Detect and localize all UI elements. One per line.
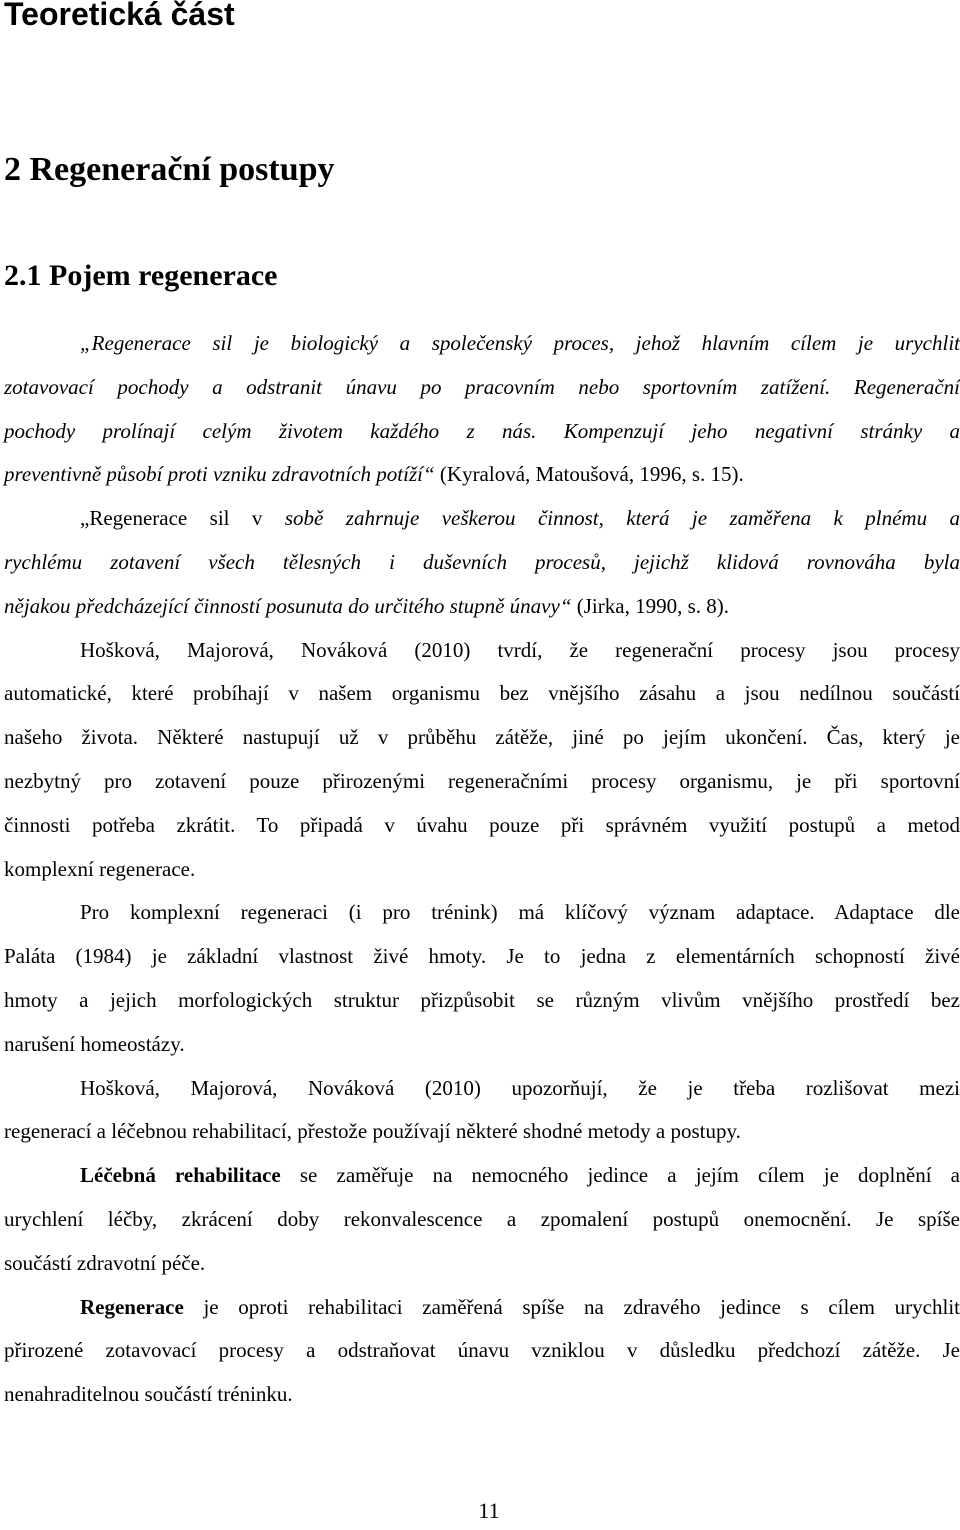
citation: (Kyralová, Matoušová, 1996, s. 15).: [434, 462, 744, 487]
text-line: [4, 453, 960, 497]
text-run: je oproti rehabilitaci zaměřená spíše na zdravého jedince s cílem urychlit: [183, 1294, 960, 1319]
paragraph-7: [4, 1286, 960, 1417]
text-line: urychlení léčby, zkrácení doby rekonvalescence a zpomalení postupů onemocnění. Je spíše: [4, 1206, 960, 1231]
text-line: komplexní regenerace.: [4, 856, 196, 881]
quote-text: nějakou předcházející činností posunuta do určitého stupně únavy“: [4, 593, 572, 618]
text-line: „Regenerace sil je biologický a společenský proces, jehož hlavním cílem je urychlit: [80, 331, 960, 355]
term-bold: Regenerace: [80, 1294, 184, 1319]
text-line: Hošková, Majorová, Nováková (2010) tvrdí, že regenerační procesy jsou procesy: [80, 637, 960, 662]
text-line: Paláta (1984) je základní vlastnost živé hmoty. Je to jedna z elementárních schopností živé: [4, 944, 960, 969]
paragraph-quote-2: [4, 497, 960, 628]
text-line: našeho života. Některé nastupují už v průběhu zátěže, jiné po jejím ukončení. Čas, který je: [4, 725, 960, 750]
text-line: [4, 585, 960, 629]
citation: (Jirka, 1990, s. 8).: [571, 593, 729, 618]
text-line: přirozené zotavovací procesy a odstraňovat únavu vzniklou v důsledku předchozí zátěže. Je: [4, 1338, 960, 1363]
paragraph-4: [4, 891, 960, 1066]
text-line: činnosti potřeba zkrátit. To připadá v úvahu pouze při správném využití postupů a metod: [4, 812, 960, 837]
quote-start: „Regenerace sil v: [80, 506, 285, 531]
text-line: nenahraditelnou součástí tréninku.: [4, 1382, 293, 1407]
text-run: se zaměřuje na nemocného jedince a jejím cílem je doplnění a: [280, 1163, 960, 1188]
text-line: [4, 497, 960, 541]
text-line: zotavovací pochody a odstranit únavu po pracovním nebo sportovním zatížení. Regenerační: [4, 374, 960, 399]
text-line: rychlému zotavení všech tělesných i duševních procesů, jejichž klidová rovnováha byla: [4, 549, 960, 574]
text-line: Pro komplexní regeneraci (i pro trénink) má klíčový význam adaptace. Adaptace dle: [80, 900, 960, 925]
text-line: automatické, které probíhají v našem organismu bez vnějšího zásahu a jsou nedílnou součástí: [4, 681, 960, 706]
paragraph-3: [4, 629, 960, 892]
paragraph-quote-1: [4, 322, 960, 497]
text-line: [4, 1286, 960, 1330]
text-line: Hošková, Majorová, Nováková (2010) upozorňují, že je třeba rozlišovat mezi: [80, 1075, 960, 1100]
text-line: nezbytný pro zotavení pouze přirozenými regeneračními procesy organismu, je při sportovní: [4, 768, 960, 793]
part-heading: Teoretická část: [4, 0, 235, 32]
paragraph-6: [4, 1154, 960, 1285]
text-line: [4, 1154, 960, 1198]
text-line: pochody prolínají celým životem každého z nás. Kompenzují jeho negativní stránky a: [4, 418, 960, 443]
text-line: součástí zdravotní péče.: [4, 1250, 206, 1275]
quote-text: preventivně působí proti vzniku zdravotních potíží“: [4, 462, 435, 487]
page-number: 11: [478, 1498, 500, 1523]
term-bold: Léčebná rehabilitace: [80, 1163, 281, 1188]
paragraph-5: [4, 1067, 960, 1155]
text-line: hmoty a jejich morfologických struktur přizpůsobit se různým vlivům vnějšího prostředí bez: [4, 987, 960, 1012]
text-line: narušení homeostázy.: [4, 1031, 185, 1056]
text-line: regenerací a léčebnou rehabilitací, přestože používají některé shodné metody a postupy.: [4, 1119, 741, 1144]
body-text: [4, 322, 960, 1417]
quote-text: sobě zahrnuje veškerou činnost, která je zaměřena k plnému a: [284, 506, 960, 531]
chapter-heading: 2 Regenerační postupy: [4, 151, 335, 188]
section-heading: 2.1 Pojem regenerace: [4, 259, 278, 292]
